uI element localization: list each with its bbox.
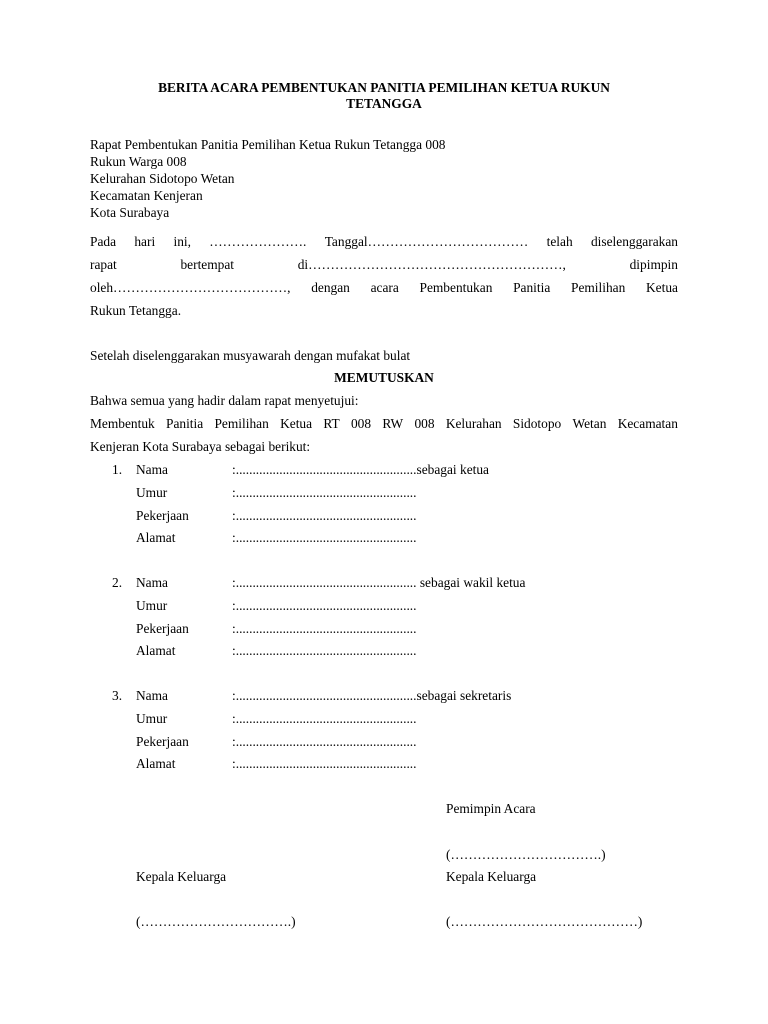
pemimpin-acara-signature-line: (…………………………….) <box>446 847 606 862</box>
title-line-2: TETANGGA <box>346 96 422 111</box>
title-line-1: BERITA ACARA PEMBENTUKAN PANITIA PEMILIHAN KETUA RUKUN <box>158 80 610 95</box>
member-3-alamat-field: :...................................................... <box>232 756 417 771</box>
kepala-keluarga-right-signature-line: (……………………………………) <box>446 914 643 929</box>
word: Ketua <box>646 280 678 295</box>
member-1-umur-label: Umur <box>136 485 168 500</box>
member-1-alamat-field: :...................................................... <box>232 530 417 545</box>
member-3-alamat-label: Alamat <box>136 756 176 771</box>
member-3-number: 3. <box>112 688 123 703</box>
word: 008 <box>414 416 435 431</box>
member-2-alamat-label: Alamat <box>136 643 176 658</box>
word: dipimpin <box>629 257 678 272</box>
member-1-nama-label: Nama <box>136 462 168 477</box>
address-line: Kelurahan Sidotopo Wetan <box>90 171 235 186</box>
date-blank: Tanggal……………………………… <box>324 234 529 249</box>
word: Wetan <box>572 416 607 431</box>
word: Pemilihan <box>571 280 626 295</box>
musyawarah-text: Setelah diselenggarakan musyawarah dengan mufakat bulat <box>90 348 411 363</box>
word: 008 <box>350 416 372 431</box>
member-1-nama-field: :......................................................sebagai ketua <box>232 462 489 477</box>
word: Membentuk <box>90 416 155 431</box>
kepala-keluarga-left-signature-line: (…………………………….) <box>136 914 296 929</box>
kepala-keluarga-left-label: Kepala Keluarga <box>136 869 227 884</box>
member-1-pekerjaan-field: :...................................................... <box>232 508 417 523</box>
word: rapat <box>90 257 117 272</box>
address-line: Rapat Pembentukan Panitia Pemilihan Ketua Rukun Tetangga 008 <box>90 137 446 152</box>
para1-line-1 <box>90 233 678 250</box>
para1-line-3 <box>90 279 678 296</box>
word: Pembentukan <box>419 280 493 295</box>
word: Panitia <box>513 280 551 295</box>
member-2-number: 2. <box>112 575 123 590</box>
word: Pemilihan <box>214 416 269 431</box>
member-2-pekerjaan-label: Pekerjaan <box>136 621 189 636</box>
member-3-umur-label: Umur <box>136 711 168 726</box>
word: Ketua <box>280 416 313 431</box>
membentuk-line-1 <box>90 415 678 432</box>
document-title <box>90 80 678 112</box>
word: bertempat <box>180 257 235 272</box>
member-2-pekerjaan-field: :...................................................... <box>232 621 417 636</box>
member-3-nama-field: :......................................................sebagai sekretaris <box>232 688 512 703</box>
member-2-umur-label: Umur <box>136 598 168 613</box>
word: RT <box>323 416 340 431</box>
word: RW <box>382 416 404 431</box>
address-line: Kecamatan Kenjeran <box>90 188 203 203</box>
para1-line-2 <box>90 256 678 273</box>
member-1-umur-field: :...................................................... <box>232 485 417 500</box>
address-line: Rukun Warga 008 <box>90 154 187 169</box>
word: dengan <box>311 280 350 295</box>
word: diselenggarakan <box>590 234 678 249</box>
word: telah <box>546 234 573 249</box>
membentuk-line-2: Kenjeran Kota Surabaya sebagai berikut: <box>90 439 311 454</box>
member-2-nama-field: :...................................................... sebagai wakil ketua <box>232 575 526 590</box>
word: Kelurahan <box>445 416 502 431</box>
member-3-pekerjaan-label: Pekerjaan <box>136 734 189 749</box>
member-3-pekerjaan-field: :...................................................... <box>232 734 417 749</box>
bahwa-text: Bahwa semua yang hadir dalam rapat menyetujui: <box>90 393 359 408</box>
word: Kecamatan <box>617 416 678 431</box>
member-2-alamat-field: :...................................................... <box>232 643 417 658</box>
kepala-keluarga-right-label: Kepala Keluarga <box>446 869 537 884</box>
pemimpin-acara-label: Pemimpin Acara <box>446 801 536 816</box>
member-1-alamat-label: Alamat <box>136 530 176 545</box>
member-1-number: 1. <box>112 462 123 477</box>
place-blank: di…………………………………………………, <box>297 257 566 272</box>
word: acara <box>370 280 399 295</box>
word: Pada <box>90 234 117 249</box>
day-blank: …………………. <box>209 234 307 249</box>
address-line: Kota Surabaya <box>90 205 170 220</box>
member-1-pekerjaan-label: Pekerjaan <box>136 508 189 523</box>
word: Sidotopo <box>512 416 562 431</box>
word: Panitia <box>166 416 204 431</box>
leader-blank: oleh…………………………………, <box>90 280 291 295</box>
word: ini, <box>173 234 191 249</box>
member-3-umur-field: :...................................................... <box>232 711 417 726</box>
member-2-nama-label: Nama <box>136 575 168 590</box>
para1-line-4: Rukun Tetangga. <box>90 303 182 318</box>
member-2-umur-field: :...................................................... <box>232 598 417 613</box>
member-3-nama-label: Nama <box>136 688 168 703</box>
address-block <box>90 136 445 221</box>
word: hari <box>134 234 156 249</box>
memutuskan-heading: MEMUTUSKAN <box>334 370 434 385</box>
